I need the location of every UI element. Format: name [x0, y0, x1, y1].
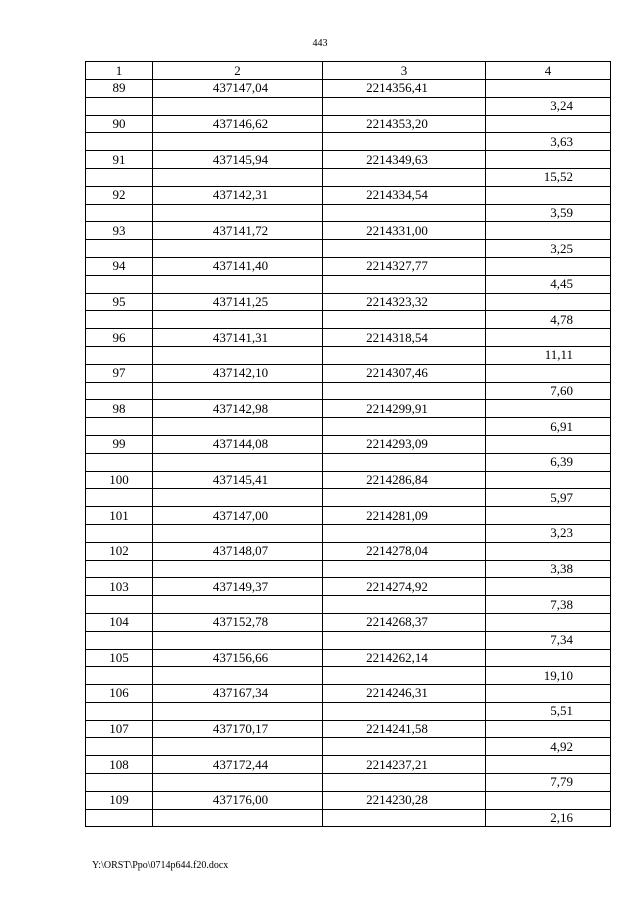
- point-number: 91: [86, 151, 153, 169]
- header-cell-1: 1: [86, 62, 153, 80]
- segment-distance: 6,91: [486, 418, 611, 436]
- empty-cell: [153, 596, 323, 614]
- table-row: [86, 346, 611, 364]
- empty-cell: [323, 702, 486, 720]
- empty-cell: [323, 774, 486, 792]
- y-coordinate-value: 2214356,41: [366, 80, 428, 96]
- table-row: [86, 311, 611, 329]
- point-number: 106: [86, 685, 153, 703]
- empty-distance-cell: [486, 115, 611, 133]
- y-coordinate-value: 2214286,84: [366, 471, 428, 487]
- empty-cell: [153, 738, 323, 756]
- x-coordinate-value: 437152,78: [212, 614, 269, 630]
- y-coordinate-value: 2214274,92: [366, 578, 428, 594]
- empty-cell: [86, 702, 153, 720]
- segment-distance: 7,79: [486, 774, 611, 792]
- point-number: 107: [86, 720, 153, 738]
- empty-cell: [86, 275, 153, 293]
- segment-distance: 4,92: [486, 738, 611, 756]
- x-coordinate-value: 437176,00: [212, 792, 269, 808]
- empty-cell: [323, 418, 486, 436]
- x-coordinate: [153, 542, 323, 560]
- table-row: [86, 382, 611, 400]
- empty-distance-cell: [486, 542, 611, 560]
- x-coordinate: [153, 471, 323, 489]
- table-row: [86, 435, 611, 453]
- y-coordinate: [323, 293, 486, 311]
- segment-distance: 5,51: [486, 702, 611, 720]
- empty-distance-cell: [486, 471, 611, 489]
- empty-cell: [86, 560, 153, 578]
- empty-cell: [323, 204, 486, 222]
- point-number: 101: [86, 507, 153, 525]
- segment-distance: 15,52: [486, 168, 611, 186]
- x-coordinate-value: 437145,41: [212, 471, 269, 487]
- empty-distance-cell: [486, 435, 611, 453]
- empty-cell: [153, 667, 323, 685]
- segment-distance: 11,11: [486, 346, 611, 364]
- y-coordinate-value: 2214278,04: [366, 543, 428, 559]
- x-coordinate: [153, 685, 323, 703]
- segment-distance: 4,45: [486, 275, 611, 293]
- table-row: [86, 702, 611, 720]
- empty-cell: [86, 738, 153, 756]
- x-coordinate-value: 437147,00: [212, 507, 269, 523]
- empty-cell: [86, 667, 153, 685]
- point-number: 104: [86, 613, 153, 631]
- point-number: 97: [86, 364, 153, 382]
- y-coordinate-value: 2214353,20: [366, 115, 428, 131]
- empty-cell: [153, 240, 323, 258]
- x-coordinate: [153, 720, 323, 738]
- y-coordinate: [323, 578, 486, 596]
- table-row: [86, 133, 611, 151]
- x-coordinate: [153, 115, 323, 133]
- x-coordinate-value: 437141,72: [212, 222, 269, 238]
- y-coordinate: [323, 151, 486, 169]
- x-coordinate-value: 437142,10: [212, 365, 269, 381]
- x-coordinate: [153, 80, 323, 98]
- coordinates-table: [85, 61, 611, 827]
- segment-distance: 7,38: [486, 596, 611, 614]
- empty-distance-cell: [486, 649, 611, 667]
- page-number: 443: [312, 38, 328, 49]
- x-coordinate: [153, 435, 323, 453]
- point-number: 89: [86, 80, 153, 98]
- point-number: 105: [86, 649, 153, 667]
- empty-distance-cell: [486, 186, 611, 204]
- x-coordinate: [153, 578, 323, 596]
- segment-distance: 19,10: [486, 667, 611, 685]
- segment-distance: 3,38: [486, 560, 611, 578]
- table-body: [86, 62, 611, 827]
- empty-cell: [86, 453, 153, 471]
- table-row: [86, 738, 611, 756]
- table-row: [86, 471, 611, 489]
- empty-cell: [86, 774, 153, 792]
- empty-distance-cell: [486, 80, 611, 98]
- empty-cell: [86, 809, 153, 827]
- segment-distance: 5,97: [486, 489, 611, 507]
- y-coordinate: [323, 649, 486, 667]
- table-row: [86, 774, 611, 792]
- empty-cell: [323, 346, 486, 364]
- empty-distance-cell: [486, 364, 611, 382]
- table-row: [86, 80, 611, 98]
- point-number: 93: [86, 222, 153, 240]
- y-coordinate: [323, 400, 486, 418]
- empty-cell: [153, 275, 323, 293]
- x-coordinate: [153, 222, 323, 240]
- empty-cell: [323, 382, 486, 400]
- table-row: [86, 791, 611, 809]
- empty-cell: [86, 346, 153, 364]
- y-coordinate: [323, 222, 486, 240]
- x-coordinate: [153, 364, 323, 382]
- empty-distance-cell: [486, 222, 611, 240]
- x-coordinate-value: 437141,40: [212, 258, 269, 274]
- empty-cell: [86, 240, 153, 258]
- x-coordinate: [153, 151, 323, 169]
- y-coordinate-value: 2214230,28: [366, 792, 428, 808]
- x-coordinate-value: 437156,66: [212, 649, 269, 665]
- y-coordinate: [323, 257, 486, 275]
- table-row: [86, 631, 611, 649]
- empty-cell: [86, 418, 153, 436]
- table-row: [86, 542, 611, 560]
- empty-cell: [153, 168, 323, 186]
- y-coordinate-value: 2214237,21: [366, 756, 428, 772]
- y-coordinate: [323, 329, 486, 347]
- x-coordinate: [153, 756, 323, 774]
- x-coordinate-value: 437144,08: [212, 436, 269, 452]
- segment-distance: 3,24: [486, 97, 611, 115]
- table-row: [86, 400, 611, 418]
- segment-distance: 4,78: [486, 311, 611, 329]
- empty-cell: [323, 631, 486, 649]
- table-row: [86, 489, 611, 507]
- x-coordinate: [153, 400, 323, 418]
- empty-distance-cell: [486, 329, 611, 347]
- segment-distance: 3,25: [486, 240, 611, 258]
- x-coordinate-value: 437145,94: [212, 151, 269, 167]
- table-row: [86, 613, 611, 631]
- empty-cell: [153, 418, 323, 436]
- empty-distance-cell: [486, 507, 611, 525]
- empty-cell: [323, 596, 486, 614]
- x-coordinate-value: 437146,62: [212, 115, 269, 131]
- point-number: 96: [86, 329, 153, 347]
- empty-distance-cell: [486, 756, 611, 774]
- header-cell-3: 3: [323, 62, 486, 80]
- segment-distance: 2,16: [486, 809, 611, 827]
- empty-cell: [323, 133, 486, 151]
- empty-cell: [86, 596, 153, 614]
- empty-cell: [86, 204, 153, 222]
- table-row: [86, 649, 611, 667]
- point-number: 95: [86, 293, 153, 311]
- table-row: [86, 507, 611, 525]
- y-coordinate: [323, 720, 486, 738]
- y-coordinate: [323, 756, 486, 774]
- x-coordinate-value: 437142,31: [212, 187, 269, 203]
- empty-distance-cell: [486, 685, 611, 703]
- table-row: [86, 364, 611, 382]
- table-row: [86, 809, 611, 827]
- point-number: 98: [86, 400, 153, 418]
- x-coordinate-value: 437142,98: [212, 400, 269, 416]
- empty-cell: [323, 275, 486, 293]
- empty-cell: [153, 774, 323, 792]
- x-coordinate-value: 437149,37: [212, 578, 269, 594]
- x-coordinate-value: 437167,34: [212, 685, 269, 701]
- table-row: [86, 329, 611, 347]
- x-coordinate: [153, 613, 323, 631]
- y-coordinate: [323, 80, 486, 98]
- y-coordinate: [323, 364, 486, 382]
- empty-cell: [153, 311, 323, 329]
- y-coordinate-value: 2214331,00: [366, 222, 428, 238]
- table-row: [86, 222, 611, 240]
- empty-distance-cell: [486, 791, 611, 809]
- y-coordinate-value: 2214318,54: [366, 329, 428, 345]
- empty-cell: [323, 667, 486, 685]
- empty-cell: [86, 631, 153, 649]
- x-coordinate: [153, 186, 323, 204]
- table-row: [86, 97, 611, 115]
- x-coordinate-value: 437170,17: [212, 721, 269, 737]
- empty-distance-cell: [486, 720, 611, 738]
- file-path-footer: Y:\ORST\Ppo\0714p644.f20.docx: [92, 860, 229, 871]
- point-number: 102: [86, 542, 153, 560]
- point-number: 99: [86, 435, 153, 453]
- empty-cell: [153, 631, 323, 649]
- empty-distance-cell: [486, 400, 611, 418]
- y-coordinate: [323, 435, 486, 453]
- empty-cell: [323, 560, 486, 578]
- empty-cell: [153, 204, 323, 222]
- empty-distance-cell: [486, 151, 611, 169]
- y-coordinate-value: 2214241,58: [366, 721, 428, 737]
- table-row: [86, 293, 611, 311]
- point-number: 94: [86, 257, 153, 275]
- table-row: [86, 151, 611, 169]
- segment-distance: 6,39: [486, 453, 611, 471]
- table-row: [86, 168, 611, 186]
- y-coordinate: [323, 507, 486, 525]
- y-coordinate: [323, 542, 486, 560]
- empty-distance-cell: [486, 613, 611, 631]
- table-row: [86, 115, 611, 133]
- segment-distance: 7,60: [486, 382, 611, 400]
- empty-cell: [323, 524, 486, 542]
- y-coordinate-value: 2214281,09: [366, 507, 428, 523]
- empty-cell: [86, 97, 153, 115]
- empty-cell: [323, 809, 486, 827]
- point-number: 109: [86, 791, 153, 809]
- y-coordinate: [323, 685, 486, 703]
- x-coordinate: [153, 293, 323, 311]
- empty-distance-cell: [486, 293, 611, 311]
- y-coordinate-value: 2214323,32: [366, 293, 428, 309]
- x-coordinate: [153, 257, 323, 275]
- x-coordinate: [153, 791, 323, 809]
- empty-cell: [323, 311, 486, 329]
- x-coordinate: [153, 329, 323, 347]
- y-coordinate-value: 2214307,46: [366, 365, 428, 381]
- empty-cell: [153, 453, 323, 471]
- y-coordinate-value: 2214268,37: [366, 614, 428, 630]
- y-coordinate-value: 2214349,63: [366, 151, 428, 167]
- empty-cell: [153, 346, 323, 364]
- y-coordinate: [323, 115, 486, 133]
- segment-distance: 7,34: [486, 631, 611, 649]
- table-row: [86, 186, 611, 204]
- x-coordinate-value: 437141,31: [212, 329, 269, 345]
- table-row: [86, 756, 611, 774]
- y-coordinate-value: 2214293,09: [366, 436, 428, 452]
- table-row: [86, 720, 611, 738]
- empty-cell: [153, 489, 323, 507]
- segment-distance: 3,59: [486, 204, 611, 222]
- x-coordinate-value: 437148,07: [212, 543, 269, 559]
- empty-cell: [153, 97, 323, 115]
- table-row: [86, 453, 611, 471]
- point-number: 103: [86, 578, 153, 596]
- empty-cell: [86, 168, 153, 186]
- point-number: 100: [86, 471, 153, 489]
- empty-cell: [323, 738, 486, 756]
- table-header-row: [86, 62, 611, 80]
- y-coordinate-value: 2214299,91: [366, 400, 428, 416]
- segment-distance: 3,63: [486, 133, 611, 151]
- table-row: [86, 578, 611, 596]
- empty-cell: [153, 382, 323, 400]
- empty-cell: [86, 311, 153, 329]
- x-coordinate: [153, 507, 323, 525]
- empty-cell: [153, 809, 323, 827]
- header-cell-2: 2: [153, 62, 323, 80]
- y-coordinate: [323, 471, 486, 489]
- empty-cell: [86, 382, 153, 400]
- y-coordinate: [323, 791, 486, 809]
- header-cell-4: 4: [486, 62, 611, 80]
- table-row: [86, 685, 611, 703]
- y-coordinate-value: 2214334,54: [366, 187, 428, 203]
- x-coordinate-value: 437172,44: [212, 756, 269, 772]
- x-coordinate-value: 437141,25: [212, 293, 269, 309]
- point-number: 92: [86, 186, 153, 204]
- y-coordinate: [323, 186, 486, 204]
- table-row: [86, 418, 611, 436]
- empty-cell: [86, 524, 153, 542]
- segment-distance: 3,23: [486, 524, 611, 542]
- empty-cell: [86, 133, 153, 151]
- empty-cell: [323, 97, 486, 115]
- table-row: [86, 204, 611, 222]
- y-coordinate-value: 2214327,77: [366, 258, 428, 274]
- table-row: [86, 240, 611, 258]
- x-coordinate-value: 437147,04: [212, 80, 269, 96]
- table-row: [86, 667, 611, 685]
- point-number: 90: [86, 115, 153, 133]
- empty-cell: [323, 240, 486, 258]
- empty-cell: [153, 133, 323, 151]
- point-number: 108: [86, 756, 153, 774]
- empty-cell: [323, 453, 486, 471]
- empty-cell: [153, 560, 323, 578]
- empty-cell: [323, 168, 486, 186]
- empty-cell: [153, 524, 323, 542]
- empty-cell: [86, 489, 153, 507]
- table-row: [86, 275, 611, 293]
- empty-cell: [323, 489, 486, 507]
- empty-distance-cell: [486, 257, 611, 275]
- x-coordinate: [153, 649, 323, 667]
- y-coordinate: [323, 613, 486, 631]
- table-row: [86, 524, 611, 542]
- y-coordinate-value: 2214246,31: [366, 685, 428, 701]
- empty-cell: [153, 702, 323, 720]
- empty-distance-cell: [486, 578, 611, 596]
- table-row: [86, 560, 611, 578]
- table-row: [86, 257, 611, 275]
- table-row: [86, 596, 611, 614]
- y-coordinate-value: 2214262,14: [366, 649, 428, 665]
